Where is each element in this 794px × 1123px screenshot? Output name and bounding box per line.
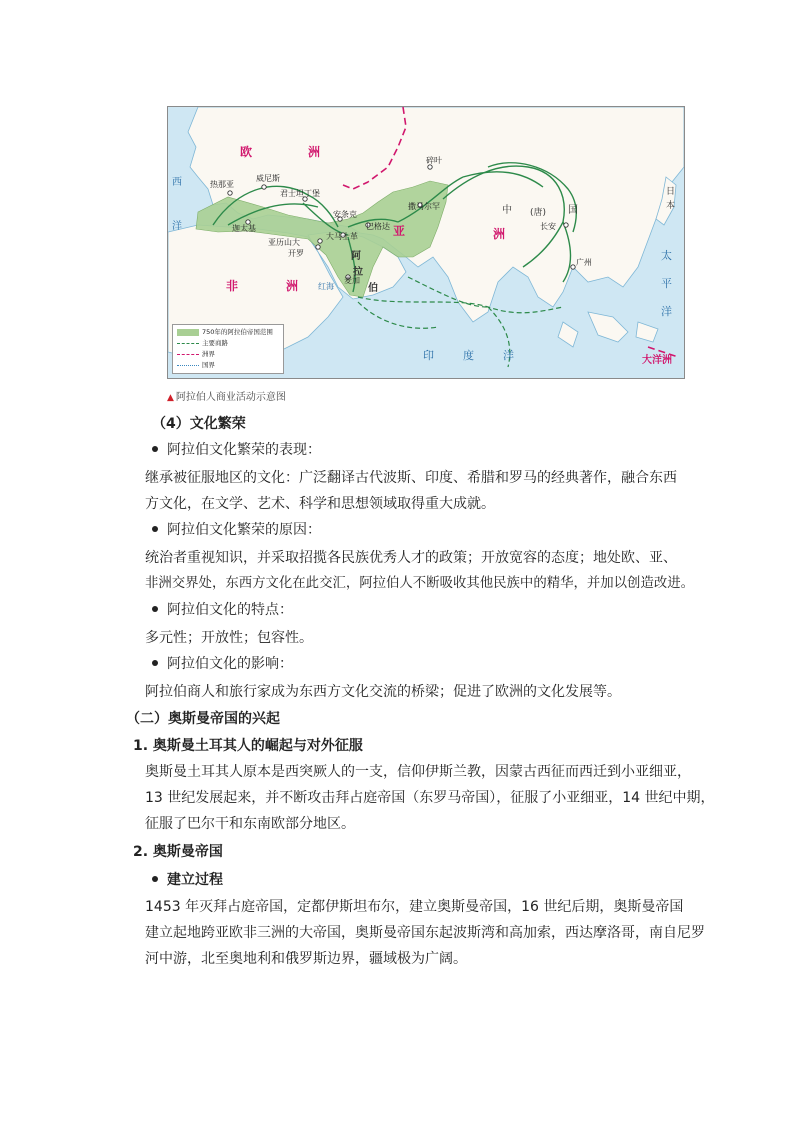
map-label-china: 中: [502, 205, 512, 216]
city-label-alexandria: 亚历山大: [268, 238, 300, 247]
map-caption: [167, 388, 286, 403]
map-label-indian-ocean: 印: [423, 349, 434, 362]
paragraph-line: 多元性；开放性；包容性。: [145, 630, 313, 646]
city-label-mecca: 麦加: [344, 276, 360, 285]
map-label-arabia: 阿: [351, 251, 361, 262]
bullet-item: [152, 520, 321, 540]
triangle-icon: ▲: [167, 393, 174, 403]
bullet-icon: [152, 660, 158, 666]
city-label-antioch: 安条克: [333, 210, 357, 219]
paragraph-line: 非洲交界处，东西方文化在此交汇，阿拉伯人不断吸收其他民族中的精华，并加以创造改进。: [145, 576, 695, 591]
paragraph-line: 1453 年灭拜占庭帝国，定都伊斯坦布尔，建立奥斯曼帝国，16 世纪后期，奥斯曼帝国: [145, 899, 684, 915]
map-label-europe: 欧: [240, 145, 253, 159]
map-legend: [172, 324, 284, 374]
subsection-heading: 2. 奥斯曼帝国: [133, 844, 223, 860]
legend-route-label: 主要商路: [202, 339, 228, 347]
legend-row: [177, 349, 279, 360]
map-label-atlantic: 洋: [172, 221, 182, 232]
paragraph-line: 建立起地跨亚欧非三洲的大帝国，奥斯曼帝国东起波斯湾和高加索，西达摩洛哥，南自尼罗: [145, 925, 705, 941]
city-dot: [262, 185, 266, 189]
map-label-indian-ocean: 洋: [503, 349, 514, 362]
paragraph-line: 阿拉伯商人和旅行家成为东西方文化交流的桥梁；促进了欧洲的文化发展等。: [145, 684, 621, 700]
map-label-japan: 日本: [666, 187, 676, 211]
city-label-samarkand: 撒马尔罕: [408, 202, 440, 211]
paragraph-line: 13 世纪发展起来，并不断攻击拜占庭帝国（东罗马帝国），征服了小亚细亚，14 世纪中期，: [145, 790, 715, 806]
section-heading: （二）奥斯曼帝国的兴起: [126, 711, 280, 727]
city-label-damascus: 大马士革: [326, 232, 358, 241]
city-label-constantinople: 君士坦丁堡: [280, 189, 320, 198]
city-label-changan: 长安: [540, 222, 556, 231]
paragraph-line: 奥斯曼土耳其人原本是西突厥人的一支，信仰伊斯兰教，因蒙古西征而西迁到小亚细亚，: [145, 764, 691, 780]
legend-row: [177, 338, 279, 349]
bullet-text: 阿拉伯文化的影响：: [167, 656, 293, 672]
map-label-arabia: 拉: [353, 267, 363, 278]
legend-empire-swatch: [177, 329, 199, 336]
map-caption-text: 阿拉伯人商业活动示意图: [175, 392, 286, 403]
city-dot: [564, 223, 568, 227]
map-label-africa: 洲: [286, 279, 299, 293]
map-label-asia: 洲: [493, 227, 506, 241]
bullet-text: 阿拉伯文化繁荣的原因：: [167, 522, 321, 538]
map-label-indian-ocean: 度: [463, 349, 474, 362]
legend-route-swatch: [177, 343, 199, 344]
map-label-atlantic: 西: [172, 177, 182, 188]
bullet-icon: [152, 446, 158, 452]
city-label-venice: 威尼斯: [256, 174, 280, 183]
city-dot: [318, 239, 322, 243]
legend-row: [177, 327, 279, 338]
map-label-asia: 亚: [393, 224, 406, 238]
paragraph-line: 河中游，北至奥地利和俄罗斯边界，疆域极为广阔。: [145, 951, 467, 967]
legend-national-swatch: [177, 365, 199, 366]
arab-trade-map: [167, 106, 685, 379]
bullet-item: [152, 654, 293, 674]
map-label-red-sea: 红海: [318, 282, 334, 291]
map-label-arabia: 伯: [368, 283, 378, 294]
bullet-item: [152, 440, 321, 460]
bullet-text: 建立过程: [167, 872, 223, 888]
legend-continent-swatch: [177, 354, 199, 355]
bullet-text: 阿拉伯文化繁荣的表现：: [167, 442, 321, 458]
paragraph-line: 统治者重视知识，并采取招揽各民族优秀人才的政策；开放宽容的态度；地处欧、亚、: [145, 550, 677, 566]
city-dot: [316, 245, 320, 249]
city-label-guangzhou: 广州: [576, 258, 592, 267]
city-dot: [228, 191, 232, 195]
map-label-china: 国: [568, 205, 578, 216]
city-label-suiye: 碎叶: [426, 156, 442, 165]
legend-row: [177, 360, 279, 371]
legend-national-label: 国界: [202, 361, 215, 369]
map-label-china: (唐): [530, 208, 547, 218]
legend-continent-label: 洲界: [202, 350, 215, 358]
bullet-icon: [152, 876, 158, 882]
city-label-cairo: 开罗: [288, 249, 304, 258]
city-dot: [571, 265, 575, 269]
map-label-africa: 非: [226, 279, 239, 293]
subsection-heading: 1. 奥斯曼土耳其人的崛起与对外征服: [133, 738, 363, 754]
city-label-genoa: 热那亚: [210, 180, 234, 189]
bullet-item: [152, 870, 223, 890]
legend-empire-label: 750年的阿拉伯帝国范围: [202, 328, 273, 336]
map-label-pacific: 平: [661, 277, 672, 290]
bullet-text: 阿拉伯文化的特点：: [167, 602, 293, 618]
map-label-oceania: 大洋洲: [642, 355, 672, 366]
city-label-tunis: 迦太基: [232, 224, 256, 233]
bullet-item: [152, 600, 293, 620]
map-label-pacific: 太: [661, 249, 672, 262]
paragraph-line: 方文化，在文学、艺术、科学和思想领域取得重大成就。: [145, 496, 495, 512]
section-title: （4）文化繁荣: [152, 416, 246, 432]
paragraph-line: 征服了巴尔干和东南欧部分地区。: [145, 816, 355, 832]
city-label-baghdad: 巴格达: [366, 222, 390, 231]
bullet-icon: [152, 606, 158, 612]
map-label-pacific: 洋: [661, 305, 672, 318]
map-label-europe: 洲: [308, 145, 321, 159]
paragraph-line: 继承被征服地区的文化：广泛翻译古代波斯、印度、希腊和罗马的经典著作，融合东西: [145, 470, 677, 486]
bullet-icon: [152, 526, 158, 532]
